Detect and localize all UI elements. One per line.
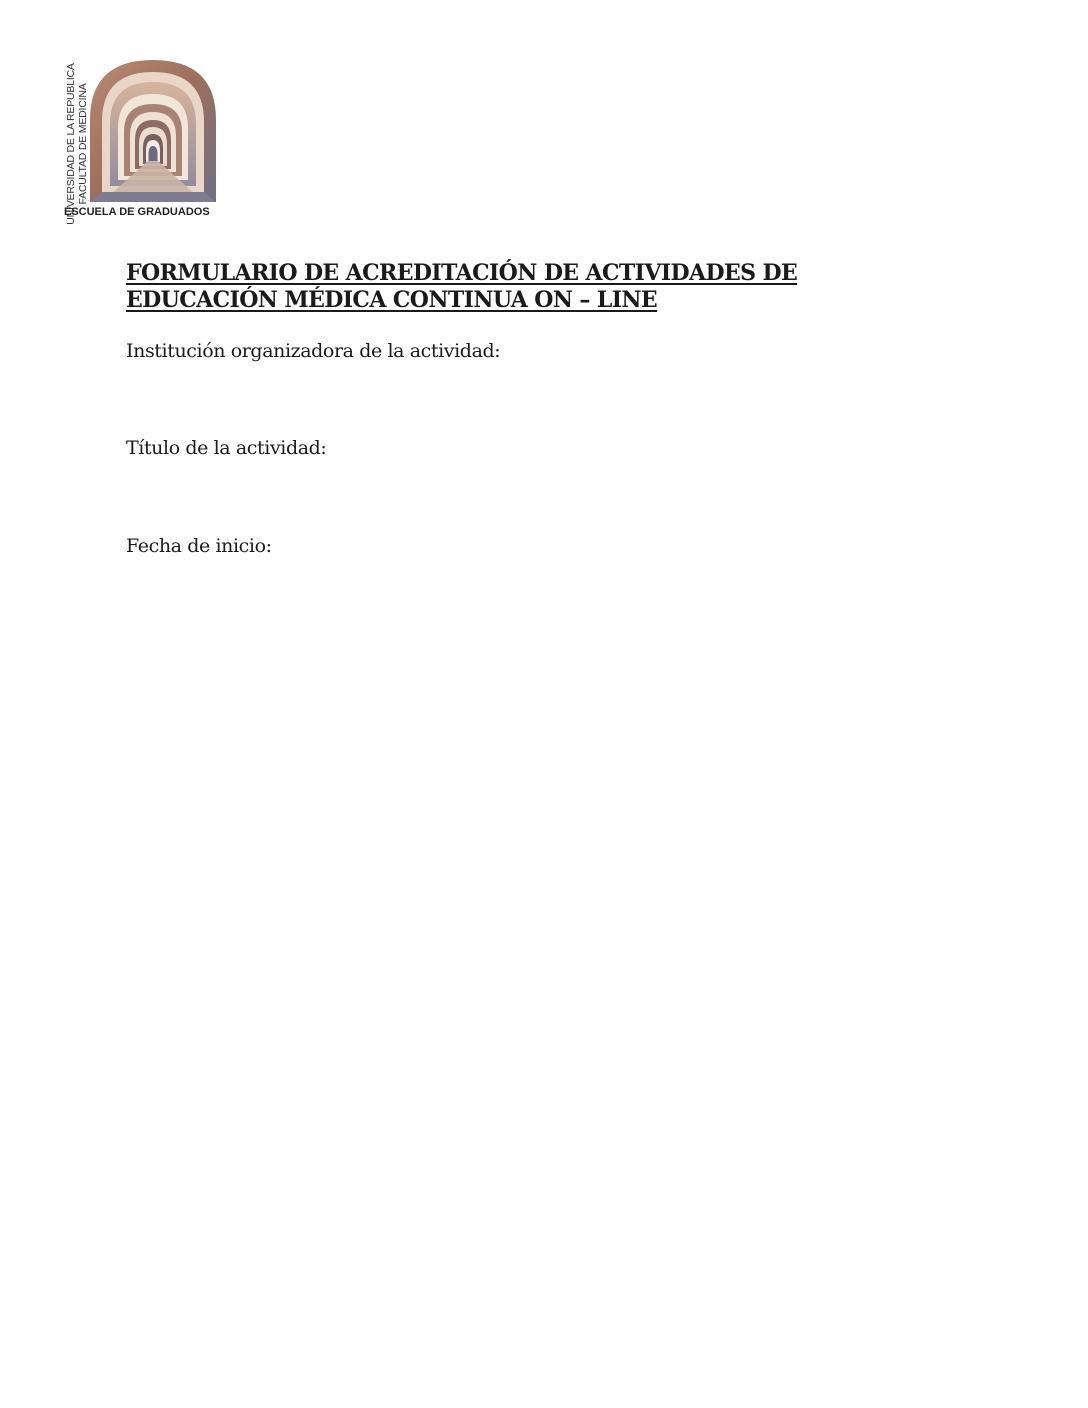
- university-name: UNIVERSIDAD DE LA REPUBLICA: [65, 63, 77, 225]
- logo-caption: ESCUELA DE GRADUADOS: [64, 206, 210, 218]
- start-date-label: Fecha de inicio:: [126, 535, 272, 557]
- arches-logo-image: [90, 60, 216, 202]
- activity-title-label: Título de la actividad:: [126, 437, 327, 459]
- faculty-name: FACULTAD DE MEDICINA: [77, 83, 89, 205]
- form-title: [126, 260, 926, 314]
- form-title-line-1: FORMULARIO DE ACREDITACIÓN DE ACTIVIDADES DE: [126, 260, 798, 286]
- form-title-line-2: EDUCACIÓN MÉDICA CONTINUA ON – LINE: [126, 287, 658, 313]
- organizing-institution-label: Institución organizadora de la actividad:: [126, 340, 501, 362]
